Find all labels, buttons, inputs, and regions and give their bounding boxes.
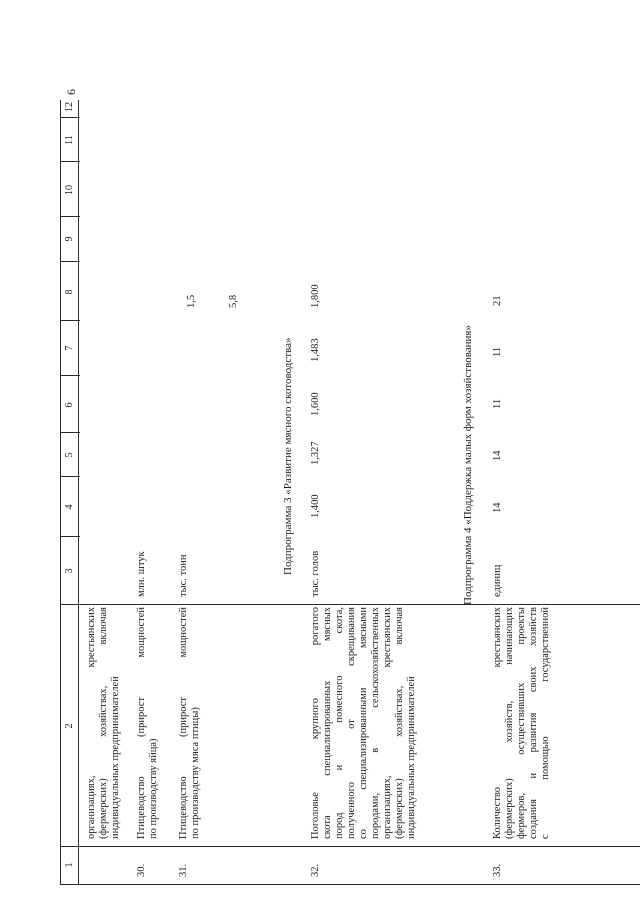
col-line-9	[60, 261, 80, 262]
row-value-col4: 14	[492, 502, 503, 513]
col-line-10	[60, 216, 80, 217]
col-line-8	[60, 320, 80, 321]
col-line-5	[60, 476, 80, 477]
row-description: (фермерских) хозяйств, начинающих	[504, 607, 515, 839]
column-number: 8	[64, 289, 75, 295]
col-line-3	[60, 604, 640, 605]
column-number: 6	[64, 402, 75, 408]
column-number: 12	[64, 102, 75, 112]
row-value-col6: 1,600	[310, 392, 321, 416]
row-description: пород и помесного скота,	[334, 607, 345, 839]
row-description: Птицеводство (прирост мощностей	[178, 607, 189, 839]
row-description: скота специализированных мясных	[322, 607, 333, 839]
row-description: со специализированными мясными	[358, 607, 369, 839]
column-number: 1	[64, 862, 75, 868]
row-description: индивидуальных предпринимателей	[406, 676, 417, 839]
row-description: Птицеводство (прирост мощностей	[136, 607, 147, 839]
row-unit: млн. штук	[136, 551, 147, 597]
row-description: фермеров, осуществивших проекты	[516, 607, 527, 839]
row-value-col7: 11	[492, 346, 503, 357]
subprogram-4-heading: Подпрограмма 4 «Поддержка малых форм хозяйствования»	[462, 325, 474, 605]
column-number: 7	[64, 345, 75, 351]
row-description: породами, в сельскохозяйственных	[370, 607, 381, 839]
row-value-col5: 14	[492, 450, 503, 461]
row-unit: тыс. голов	[310, 550, 321, 597]
row-description: по производству яйца)	[148, 738, 159, 839]
column-number: 9	[64, 236, 75, 242]
col-line-11	[60, 161, 80, 162]
row-number: 32.	[310, 863, 321, 877]
row-number: 33.	[492, 863, 503, 877]
col-line-12	[60, 117, 80, 118]
row-description: по производству мяса птицы)	[190, 707, 201, 839]
column-number: 5	[64, 452, 75, 458]
table-top-border	[60, 100, 61, 885]
column-number: 10	[64, 185, 75, 195]
row-description: создания и развития своих хозяйств	[528, 607, 539, 839]
row-value-col8: 5,8	[228, 294, 239, 308]
row-number: 30.	[136, 863, 147, 877]
row-description: организациях, крестьянских	[382, 607, 393, 839]
subprogram-3-heading: Подпрограмма 3 «Развитие мясного скотоводства»	[282, 337, 294, 575]
header-bottom-border	[78, 100, 79, 885]
col-line-7	[60, 375, 80, 376]
row-value-col8: 1,800	[310, 284, 321, 308]
row-value-col5: 1,327	[310, 441, 321, 465]
row-description: с помощью государственной	[540, 607, 551, 839]
row-unit: единиц	[492, 564, 503, 597]
row-description: полученного от скрещивания	[346, 607, 357, 839]
col-line-2	[60, 846, 640, 847]
row-description: Количество крестьянских	[492, 607, 503, 839]
row-description: Поголовье крупного рогатого	[310, 607, 321, 839]
column-number: 3	[64, 568, 75, 574]
continuation-line-3: индивидуальных предпринимателей	[110, 676, 121, 839]
column-number: 4	[64, 504, 75, 510]
row-number: 31.	[178, 863, 189, 877]
column-number: 11	[64, 135, 75, 145]
row-value-col4: 1,400	[310, 494, 321, 518]
row-value-col7: 1,483	[310, 338, 321, 362]
row-value-col8: 1,5	[186, 294, 197, 308]
row-value-col8: 21	[492, 295, 503, 306]
col-line-6	[60, 432, 80, 433]
page-number: 6	[64, 89, 78, 95]
row-description: (фермерских) хозяйствах, включая	[394, 607, 405, 839]
row-unit: тыс. тонн	[178, 554, 189, 597]
continuation-line-1: организациях, крестьянских	[86, 607, 97, 839]
row-value-col6: 11	[492, 398, 503, 409]
continuation-line-2: (фермерских) хозяйствах, включая	[98, 607, 109, 839]
col-line-1	[60, 884, 640, 885]
column-number: 2	[64, 723, 75, 729]
col-line-4	[60, 536, 80, 537]
